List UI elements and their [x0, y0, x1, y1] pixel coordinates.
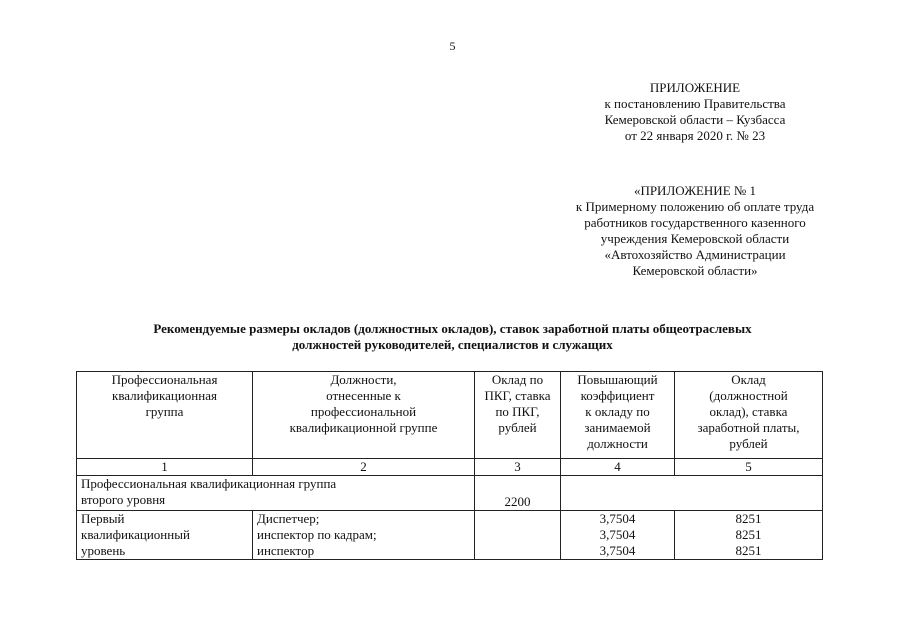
column-number: 1 [77, 459, 253, 476]
salary-table [76, 371, 823, 560]
column-number-row [77, 459, 823, 476]
appendix-header-line: Кемеровской области – Кузбасса [604, 112, 786, 127]
appendix1-header-line: «ПРИЛОЖЕНИЕ № 1 [633, 183, 757, 198]
appendix-header-line: ПРИЛОЖЕНИЕ [649, 80, 741, 95]
appendix1-header-line: к Примерному положению об оплате труда [575, 199, 815, 214]
column-number: 2 [253, 459, 475, 476]
level-cell: Первый квалификационный уровень [77, 511, 253, 560]
header-cell-pkg-salary: Оклад по ПКГ, ставка по ПКГ, рублей [475, 372, 561, 459]
coefficients-cell: 3,7504 3,7504 3,7504 [561, 511, 675, 560]
document-title-line: Рекомендуемые размеры окладов (должностных окладов), ставок заработной платы общеотраслевых [153, 321, 752, 336]
appendix-header-line: к постановлению Правительства [604, 96, 786, 111]
page-number: 5 [449, 39, 456, 53]
table-row-level [77, 511, 823, 560]
header-cell-coefficient: Повышающий коэффициент к окладу по занимаемой должности [561, 372, 675, 459]
salaries-cell: 8251 8251 8251 [675, 511, 823, 560]
group-salary-cell: 2200 [475, 476, 561, 511]
appendix1-header-line: «Автохозяйство Администрации [604, 247, 786, 262]
header-cell-salary: Оклад (должностной оклад), ставка заработной платы, рублей [675, 372, 823, 459]
appendix1-header-line: учреждения Кемеровской области [600, 231, 790, 246]
column-number: 4 [561, 459, 675, 476]
group-label-cell: Профессиональная квалификационная группа второго уровня [77, 476, 475, 511]
document-title [60, 321, 845, 353]
group-empty-cell [561, 476, 823, 511]
table-header-row [77, 372, 823, 459]
appendix-header [570, 80, 820, 144]
column-number: 3 [475, 459, 561, 476]
document-title-line: должностей руководителей, специалистов и служащих [292, 337, 613, 352]
appendix1-header [535, 183, 855, 279]
level-salary-empty-cell [475, 511, 561, 560]
header-cell-group: Профессиональная квалификационная группа [77, 372, 253, 459]
appendix1-header-line: работников государственного казенного [584, 215, 806, 230]
column-number: 5 [675, 459, 823, 476]
appendix-header-line: от 22 января 2020 г. № 23 [624, 128, 766, 143]
positions-cell: Диспетчер; инспектор по кадрам; инспектор [253, 511, 475, 560]
table-row-group [77, 476, 823, 511]
header-cell-positions: Должности, отнесенные к профессиональной квалификационной группе [253, 372, 475, 459]
appendix1-header-line: Кемеровской области» [632, 263, 758, 278]
